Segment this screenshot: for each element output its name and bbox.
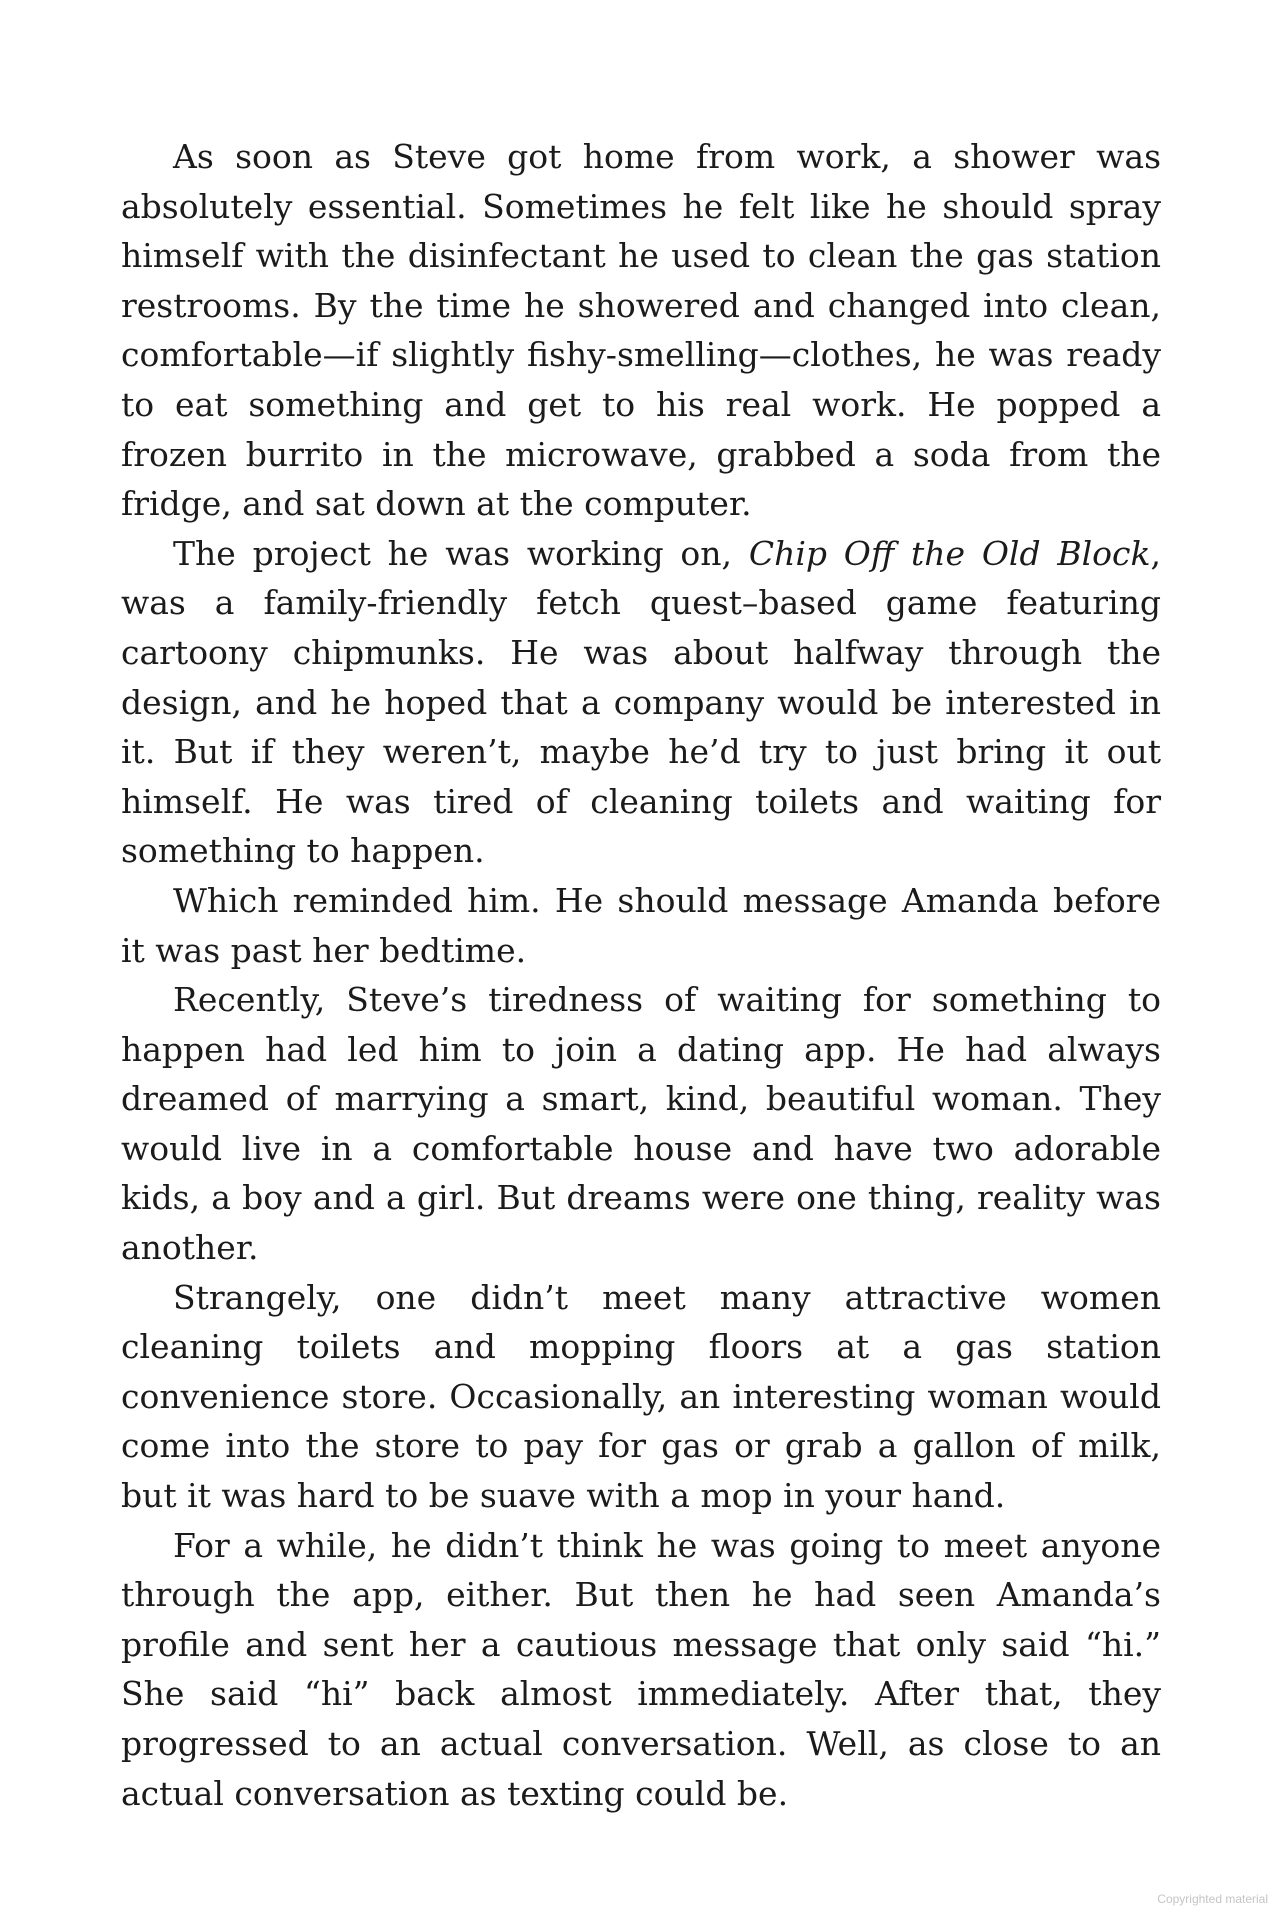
paragraph-5: Strangely, one didn’t meet many attractive women cleaning toilets and mopping floors at a gas station convenience store. Occasionally, an interesting woman would come into the store to pay for gas or grab a gallon of milk, but it was hard to be suave with a mop in your hand. [121,1277,1161,1516]
paragraph-2: The project he was working on, Chip Off the Old Block, was a family-friendly fetch quest–based game featuring cartoony chipmunks. He was about halfway through the design, and he hoped that a company would be interested in it. But if they weren’t, maybe he’d try to just bring it out himself. He was tired of cleaning toilets and waiting for something to happen. [121,533,1161,871]
paragraph-3: Which reminded him. He should message Amanda before it was past her bedtime. [121,880,1161,970]
paragraph-6: For a while, he didn’t think he was going to meet anyone through the app, either. But then he had seen Amanda’s profile and sent her a cautious message that only said “hi.” She said “hi” back almost immediately. After that, they progressed to an actual conversation. Well, as close to an actual conversation as texting could be. [121,1525,1161,1813]
game-title: Chip Off the Old Block [748,533,1151,573]
paragraph-1: As soon as Steve got home from work, a shower was absolutely essential. Sometimes he felt like he should spray himself with the disinfectant he used to clean the gas station restrooms. By the time he showered and changed into clean, comfortable—if slightly fishy-smelling—clothes, he was ready to eat something and get to his real work. He popped a frozen burrito in the microwave, grabbed a soda from the fridge, and sat down at the computer. [121,137,1161,524]
copyright-watermark: Copyrighted material [1157,1892,1268,1906]
body-text [121,132,1161,1818]
paragraph-4: Recently, Steve’s tiredness of waiting for something to happen had led him to join a dating app. He had always dreamed of marrying a smart, kind, beautiful woman. They would live in a comfortable house and have two adorable kids, a boy and a girl. But dreams were one thing, reality was another. [121,980,1161,1268]
